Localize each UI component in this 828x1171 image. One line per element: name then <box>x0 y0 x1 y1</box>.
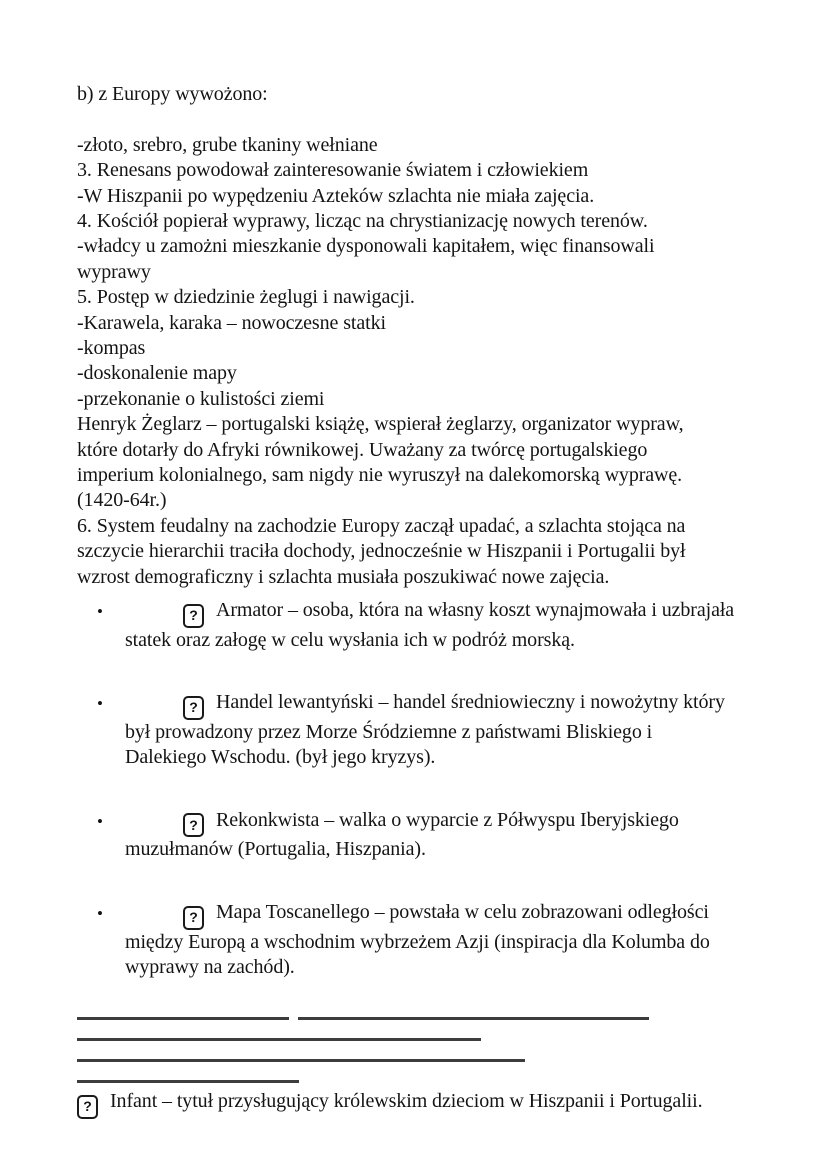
blank-line <box>77 1017 289 1020</box>
text-line <box>77 107 772 132</box>
footnote-definition <box>77 1089 772 1119</box>
object-placeholder-icon: ? <box>183 906 204 930</box>
blank-line <box>77 1038 481 1041</box>
bullet-icon: • <box>97 811 103 831</box>
object-placeholder-icon: ? <box>183 604 204 628</box>
glossary-text: statek oraz załogę w celu wysłania ich w podróż morską. <box>125 628 575 651</box>
glossary-text: Rekonkwista – walka o wyparcie z Półwyspu Iberyjskiego <box>216 808 679 831</box>
intro-paragraph <box>77 82 772 590</box>
glossary-text: Handel lewantyński – handel średniowieczny i nowożytny który <box>216 691 725 714</box>
text-line: które dotarły do Afryki równikowej. Uważany za twórcę portugalskiego <box>77 438 648 461</box>
text-line: -złoto, srebro, grube tkaniny wełniane <box>77 133 378 156</box>
object-placeholder-icon: ? <box>183 696 204 720</box>
text-line: -kompas <box>77 337 146 360</box>
blank-line-row <box>77 1017 772 1020</box>
text-line: szczycie hierarchii traciła dochody, jednocześnie w Hiszpanii i Portugalii był <box>77 540 686 563</box>
glossary-term-line <box>125 900 772 930</box>
glossary-item-armator <box>77 598 772 653</box>
text-line: Henryk Żeglarz – portugalski książę, wspierał żeglarzy, organizator wypraw, <box>77 413 684 436</box>
object-placeholder-icon: ? <box>183 813 204 837</box>
text-line: -władcy u zamożni mieszkanie dysponowali kapitałem, więc finansowali <box>77 235 655 258</box>
text-line: -Karawela, karaka – nowoczesne statki <box>77 311 386 334</box>
bullet-icon: • <box>97 694 103 714</box>
glossary-text: Mapa Toscanellego – powstała w celu zobrazowani odległości <box>216 900 709 923</box>
blank-line-row <box>77 1038 772 1041</box>
blank-line-row <box>77 1080 772 1083</box>
text-line: 3. Renesans powodował zainteresowanie światem i człowiekiem <box>77 159 589 182</box>
text-line: (1420-64r.) <box>77 489 167 512</box>
glossary-item-handel-lewantynski <box>77 690 772 771</box>
glossary-term-line <box>125 598 772 628</box>
text-line: wyprawy <box>77 260 151 283</box>
glossary-list <box>77 598 772 980</box>
glossary-item-rekonkwista <box>77 808 772 863</box>
glossary-text: Dalekiego Wschodu. (był jego kryzys). <box>125 746 436 769</box>
glossary-text: Armator – osoba, która na własny koszt wynajmowała i uzbrajała <box>216 599 735 622</box>
text-line: -W Hiszpanii po wypędzeniu Azteków szlachta nie miała zajęcia. <box>77 184 595 207</box>
text-line: 5. Postęp w dziedzinie żeglugi i nawigacji. <box>77 286 415 309</box>
glossary-text: wyprawy na zachód). <box>125 955 295 978</box>
footnote-text: Infant – tytuł przysługujący królewskim dzieciom w Hiszpanii i Portugalii. <box>110 1090 703 1113</box>
text-line: 4. Kościół popierał wyprawy, licząc na chrystianizację nowych terenów. <box>77 210 648 233</box>
blank-line-row <box>77 1059 772 1062</box>
text-line: b) z Europy wywożono: <box>77 83 268 105</box>
blank-line <box>298 1017 649 1020</box>
bullet-icon: • <box>97 602 103 622</box>
blank-answer-lines <box>77 1017 772 1083</box>
text-line: wzrost demograficzny i szlachta musiała poszukiwać nowe zajęcia. <box>77 565 610 588</box>
glossary-text: był prowadzony przez Morze Śródziemne z państwami Bliskiego i <box>125 720 653 743</box>
glossary-term-line <box>125 690 772 720</box>
text-line: 6. System feudalny na zachodzie Europy zaczął upadać, a szlachta stojąca na <box>77 514 686 537</box>
text-line: -doskonalenie mapy <box>77 362 237 385</box>
blank-line <box>77 1080 299 1083</box>
bullet-icon: • <box>97 903 103 923</box>
text-line: -przekonanie o kulistości ziemi <box>77 387 325 410</box>
blank-line <box>77 1059 525 1062</box>
text-line: imperium kolonialnego, sam nigdy nie wyruszył na dalekomorską wyprawę. <box>77 464 683 487</box>
glossary-item-mapa-toscanellego <box>77 900 772 981</box>
glossary-term-line <box>125 808 772 838</box>
object-placeholder-icon: ? <box>77 1095 98 1119</box>
glossary-text: muzułmanów (Portugalia, Hiszpania). <box>125 838 426 861</box>
glossary-text: między Europą a wschodnim wybrzeżem Azji (inspiracja dla Kolumba do <box>125 930 710 953</box>
